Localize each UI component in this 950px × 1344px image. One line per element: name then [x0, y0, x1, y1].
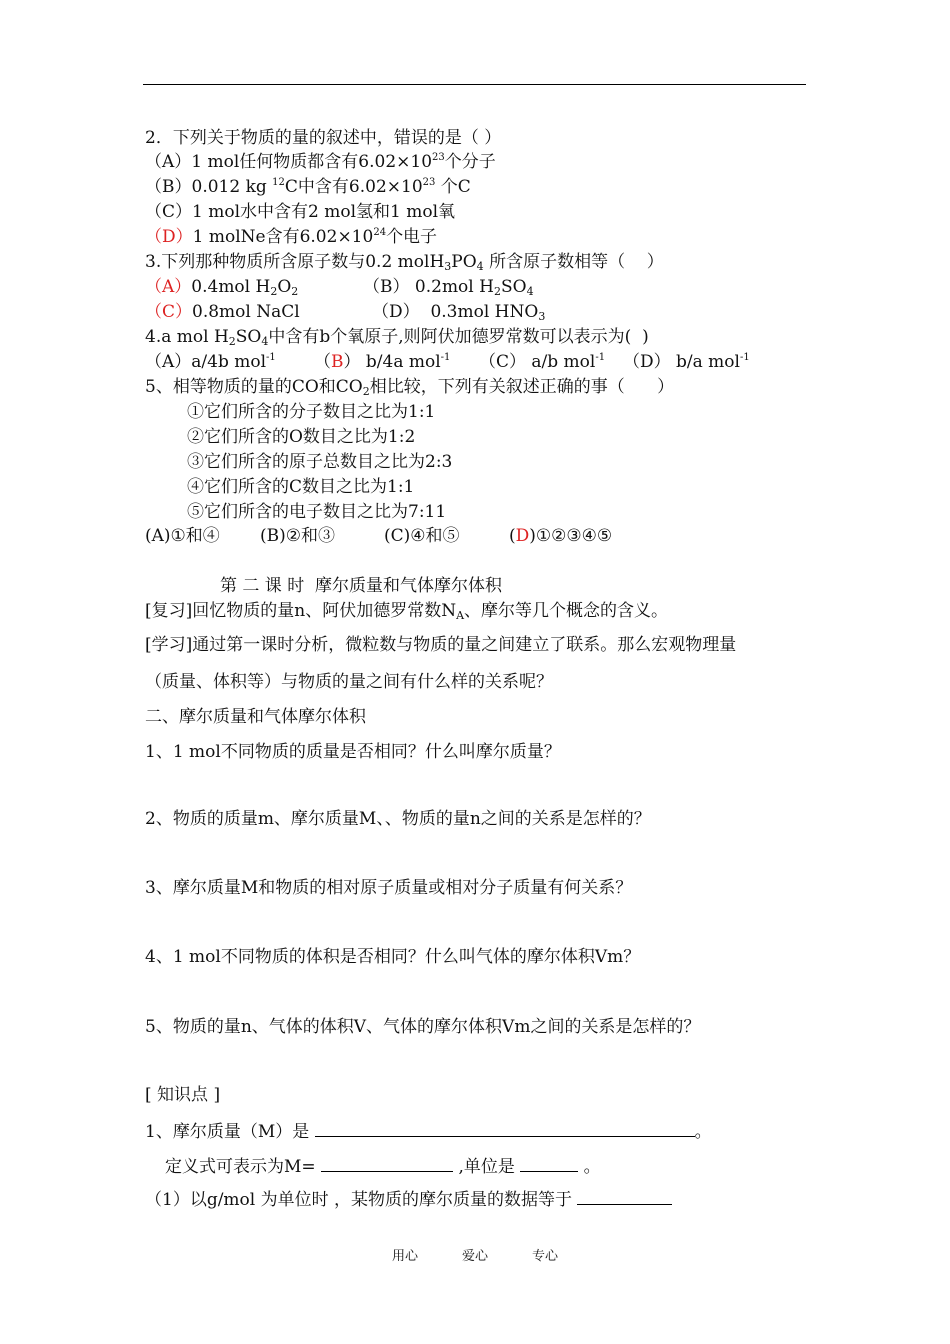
q4-option-a: （A）a/4b mol$^{-1}$: [145, 352, 276, 372]
knowledge-sub-item-1: （1）以g/mol 为单位时 ，某物质的摩尔质量的数据等于: [145, 1188, 672, 1211]
q5-stem: 5、相等物质的量的CO和$CO_2$相比较，下列有关叙述正确的事（ ）: [145, 377, 675, 398]
footer-word: 爱心: [461, 1249, 488, 1264]
study-line-1: [学习]通过第一课时分析，微粒数与物质的量之间建立了联系。那么宏观物理量: [145, 635, 737, 655]
q5-item: ①它们所含的分子数目之比为1:1: [187, 402, 436, 422]
lesson-question: 4、1 mol不同物质的体积是否相同？什么叫气体的摩尔体积Vm？: [145, 947, 641, 967]
q4-option-d: （D） b/a mol$^{-1}$: [623, 352, 750, 372]
fill-blank[interactable]: [577, 1188, 672, 1205]
fill-blank[interactable]: [321, 1155, 453, 1172]
footer-word: 用心: [391, 1249, 418, 1264]
lesson-question: 3、摩尔质量M和物质的相对原子质量或相对分子质量有何关系？: [145, 878, 633, 898]
q2-stem: 2．下列关于物质的量的叙述中，错误的是（ ）: [145, 128, 502, 148]
q5-option-b: (B)②和③: [260, 526, 335, 546]
q2-option-c: （C）1 mol水中含有2 mol氢和1 mol氧: [145, 202, 456, 222]
q5-option-c: (C)④和⑤: [384, 526, 460, 546]
lesson-title: 第 二 课 时 摩尔质量和气体摩尔体积: [220, 576, 503, 596]
answer-mark: D: [515, 526, 530, 546]
answer-mark: D: [162, 227, 176, 247]
q2-option-b: （B）0.012 kg $^{12}$C中含有$6.02\times 10^{23}$ 个C: [145, 177, 471, 197]
q5-item: ⑤它们所含的电子数目之比为7:11: [187, 502, 447, 522]
fill-blank[interactable]: [520, 1155, 578, 1172]
q3-option-c: （C）0.8mol NaCl: [145, 302, 300, 322]
footer-word: 专心: [532, 1249, 559, 1264]
answer-mark: A: [162, 277, 175, 297]
header-rule: [143, 84, 806, 85]
section-heading: 二、摩尔质量和气体摩尔体积: [145, 707, 366, 727]
lesson-question: 5、物质的量n、气体的体积V、气体的摩尔体积Vm之间的关系是怎样的？: [145, 1017, 701, 1037]
q3-option-b: （B） 0.2mol $H_2SO_4$: [363, 277, 534, 298]
q3-stem: 3.下列那种物质所含原子数与0.2 $molH_3PO_4$ 所含原子数相等（ ）: [145, 252, 664, 273]
q5-option-d: (D)①②③④⑤: [509, 526, 613, 546]
q5-item: ③它们所含的原子总数目之比为2:3: [187, 452, 453, 472]
answer-mark: B: [331, 352, 344, 372]
fill-blank[interactable]: [315, 1120, 695, 1137]
q5-item: ④它们所含的C数目之比为1:1: [187, 477, 415, 497]
q5-option-a: (A)①和④: [145, 526, 220, 546]
study-line-2: （质量、体积等）与物质的量之间有什么样的关系呢？: [145, 672, 553, 692]
q2-option-a: （A）1 mol任何物质都含有$6.02\times 10^{23}$个分子: [145, 152, 496, 172]
q3-option-d: （D） 0.3mol $HNO_3$: [372, 302, 546, 323]
q5-item: ②它们所含的O数目之比为1:2: [187, 427, 416, 447]
lesson-question: 1、1 mol不同物质的质量是否相同？什么叫摩尔质量？: [145, 742, 561, 762]
q2-option-d: （D）1 molNe含有$6.02\times 10^{24}$个电子: [145, 227, 438, 247]
review-line: [复习]回忆物质的量n、阿伏加德罗常数$N_A$、摩尔等几个概念的含义。: [145, 601, 669, 622]
knowledge-header: [ 知识点 ]: [145, 1085, 221, 1105]
q3-option-a: （A）0.4mol $H_2O_2$: [145, 277, 299, 298]
q4-option-b: （B） b/4a mol$^{-1}$: [314, 352, 451, 372]
answer-mark: C: [162, 302, 176, 322]
q4-option-c: （C） a/b mol$^{-1}$: [479, 352, 606, 372]
q4-stem: 4.a mol $H_2SO_4$中含有b个氧原子,则阿伏加德罗常数可以表示为( ): [145, 327, 649, 348]
knowledge-item-1: 1、摩尔质量（M）是 。: [145, 1122, 712, 1142]
lesson-question: 2、物质的质量m、摩尔质量M、、物质的量n之间的关系是怎样的？: [145, 809, 651, 829]
definition-line: 定义式可表示为M= ,单位是 。: [165, 1157, 601, 1177]
page-footer: [0, 1248, 950, 1266]
